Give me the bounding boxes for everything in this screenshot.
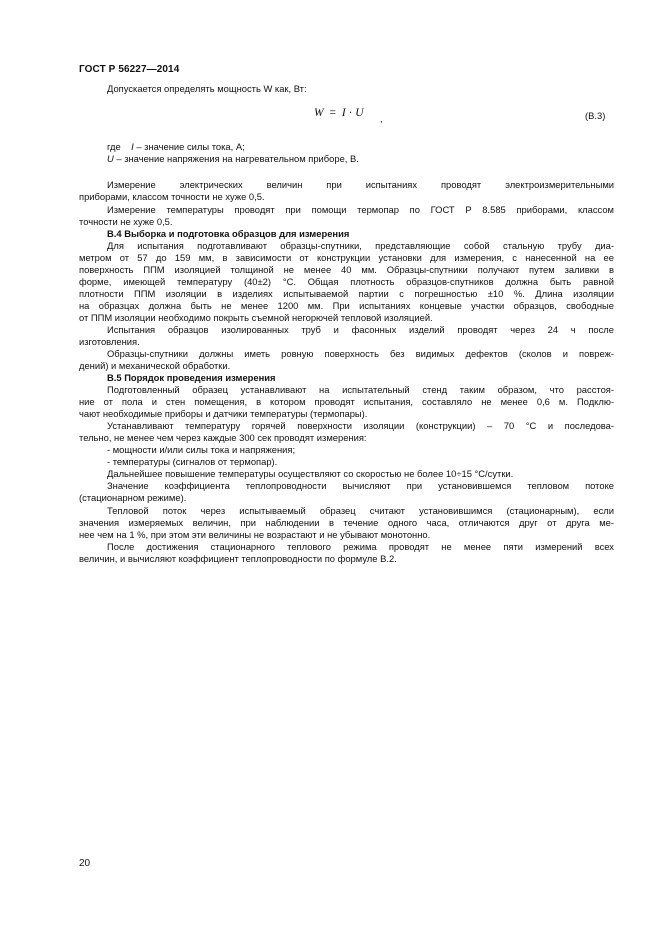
text-line: плотности ППМ изоляции в изделиях испытываемой партии с погрешностью ±10 %. Длина изоляции — [79, 288, 614, 299]
text-line: Тепловой поток через испытываемый образец считают установившимся (стационарным), если — [107, 505, 614, 516]
text-line: Образцы-спутники должны иметь ровную поверхность без видимых дефектов (сколов и повреж- — [107, 348, 614, 359]
text-line: Для испытания подготавливают образцы-спутники, представляющие собой стальную трубу диа- — [107, 240, 614, 251]
eq-u: U — [355, 107, 364, 119]
list-item: - температуры (сигналов от термопар). — [107, 456, 278, 467]
where-u-symbol: U — [107, 153, 114, 164]
text-line: Значение коэффициента теплопроводности вычисляют при установившемся тепловом потоке — [107, 480, 614, 491]
where-i-symbol: I — [131, 141, 134, 152]
where-u-line — [107, 153, 359, 164]
where-prefix: где — [107, 141, 121, 152]
text-line: изготовления. — [79, 336, 140, 347]
section-heading-b4: В.4 Выборка и подготовка образцов для измерения — [107, 228, 350, 239]
eq-w: W — [314, 107, 324, 119]
page-number: 20 — [79, 858, 91, 869]
intro-text: Допускается определять мощность W как, Вт: — [107, 83, 307, 94]
text-line: Измерение электрических величин при испытаниях проводят электроизмерительными — [107, 179, 614, 190]
text-line: величин, и вычисляют коэффициент теплопроводности по формуле В.2. — [79, 553, 397, 564]
where-u-text: – значение напряжения на нагревательном приборе, В. — [113, 153, 359, 164]
eq-i: I — [341, 107, 346, 119]
eq-comma: , — [380, 113, 383, 124]
text-line: точности не хуже 0,5. — [79, 216, 173, 227]
equation-expression — [314, 107, 364, 119]
text-line: поверхность ППМ изоляцией толщиной не менее 40 мм. Образцы-спутники получают путем заливки в — [79, 264, 614, 275]
text-line: Устанавливают температуру горячей поверхности изоляции (конструкции) – 70 °С и последова- — [107, 420, 614, 431]
text-line: Подготовленный образец устанавливают на испытательный стенд таким образом, что расстоя- — [107, 384, 614, 395]
eq-dot: · — [348, 107, 353, 119]
equation-number: (В.3) — [585, 110, 606, 121]
eq-equals: = — [329, 107, 336, 119]
text-line: форме, имеющей температуру (40±2) °С. Общая плотность образцов-спутников должна быть равной — [79, 276, 614, 287]
text-line: чают необходимые приборы и датчики температуры (термопары). — [79, 408, 368, 419]
text-line: дений) и механической обработки. — [79, 360, 231, 371]
document-header: ГОСТ Р 56227—2014 — [79, 64, 180, 75]
text-line: ние от пола и стен помещения, в котором проводят испытания, составляло не менее 0,6 м. Подклю- — [79, 396, 614, 407]
text-line: Дальнейшее повышение температуры осуществляют со скоростью не более 10÷15 °С/сутки. — [107, 468, 514, 479]
where-i-line — [107, 141, 245, 152]
section-heading-b5: В.5 Порядок проведения измерения — [107, 372, 276, 383]
text-line: После достижения стационарного теплового режима проводят не менее пяти измерений всех — [107, 541, 614, 552]
text-line: тельно, не менее чем через каждые 300 сек проводят измерения: — [79, 432, 367, 443]
text-line: Испытания образцов изолированных труб и фасонных изделий проводят через 24 ч после — [107, 324, 614, 335]
where-i-text: – значение силы тока, А; — [133, 141, 245, 152]
text-line: значения измеряемых величин, при наблюдении в течение одного часа, отличаются друг от друга ме- — [79, 517, 614, 528]
text-line: на образцах должна быть не менее 1200 мм. При испытаниях концевые участки образцов, свободные — [79, 300, 614, 311]
text-line: Измерение температуры проводят при помощи термопар по ГОСТ Р 8.585 приборами, классом — [107, 204, 614, 215]
text-line: метром от 57 до 159 мм, в зависимости от конструкции установки для измерения, с нанесенной на ее — [79, 252, 614, 263]
text-line: (стационарном режиме). — [79, 492, 187, 503]
text-line: от ППМ изоляции необходимо покрыть съемной негорючей тепловой изоляцией. — [79, 312, 433, 323]
text-line: нее чем на 1 %, при этом эти величины не возрастают и не убывают монотонно. — [79, 529, 431, 540]
text-line: приборами, классом точности не хуже 0,5. — [79, 191, 265, 202]
list-item: - мощности и/или силы тока и напряжения; — [107, 444, 296, 455]
